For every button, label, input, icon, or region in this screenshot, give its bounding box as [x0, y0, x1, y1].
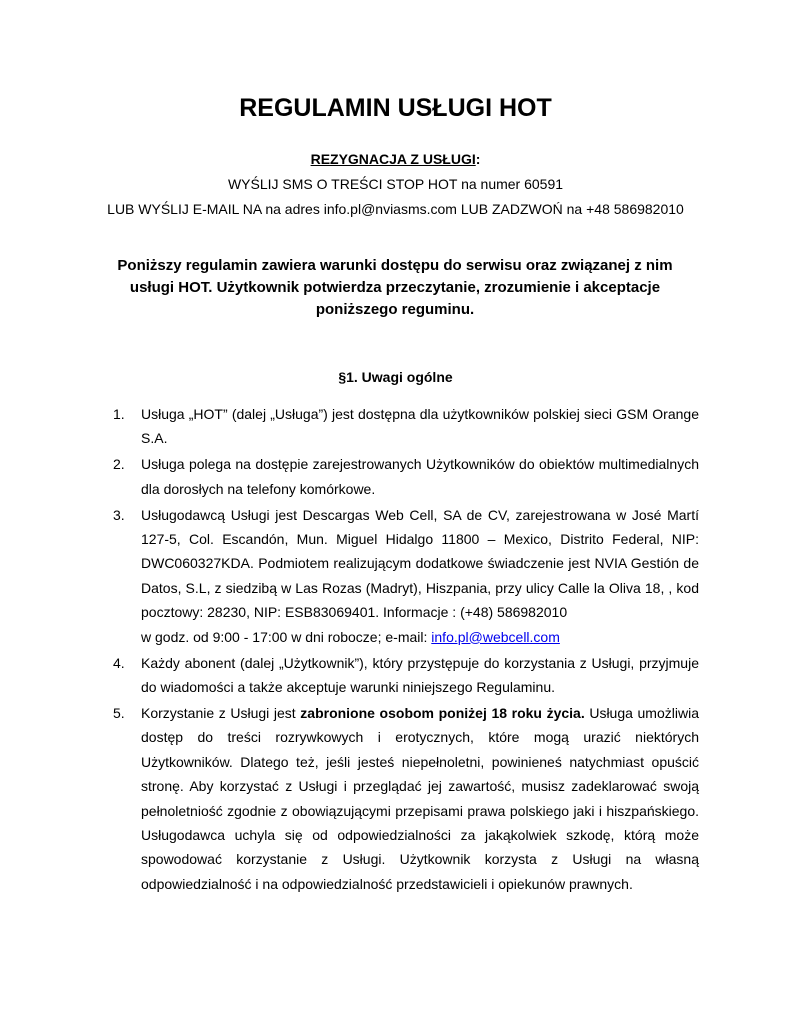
list-item-text: Każdy abonent (dalej „Użytkownik”), który przystępuje do korzystania z Usługi, przyjmuje do wiadomości a także akceptuje warunki niniejszego Regulaminu. — [141, 654, 699, 695]
list-item-number: 4. — [113, 654, 125, 671]
section-1-heading: §1. Uwagi ogólne — [338, 369, 453, 385]
list-item-text: Usługodawcą Usługi jest Descargas Web Cell, SA de CV, zarejestrowana w José Martí 127-5, Col. Escandón, Mun. Miguel Hidalgo 11800 – Mexico, Distrito Federal, NIP: DWC060327KDA. Podmiotem realizującym dodatkowe świadczenie jest NVIA Gestión de Datos, S.L, z siedzibą w Las Rozas (Madryt), Hiszpania, przy ulicy Calle la Oliva 18, , kod pocztowy: 28230, NIP: ESB83069401. Informacje : (+48) 586982010 — [141, 506, 699, 621]
resignation-email-line: LUB WYŚLIJ E-MAIL NA na adres info.pl@nviasms.com LUB ZADZWOŃ na +48 586982010 — [107, 201, 684, 217]
age-restriction-rest: Usługa umożliwia dostęp do treści rozrywkowych i erotycznych, które mogą urazić niektórych Użytkowników. Dlatego też, jeśli jesteś niepełnoletni, powinieneś natychmiast opuścić stronę. Aby korzystać z Usługi i przeglądać jej zawartość, musisz zadeklarować swoją pełnoletniość zgodnie z obowiązującymi przepisami prawa polskiego jaki i hiszpańskiego. Usługodawca uchyla się od odpowiedzialności za jakąkolwiek szkodę, którą może spowodować korzystanie z Usługi. Użytkownik korzysta z Usługi na własną odpowiedzialność i na odpowiedzialność przedstawicieli i opiekunów prawnych. — [141, 704, 699, 892]
list-item — [113, 452, 699, 501]
intro-paragraph: Poniższy regulamin zawiera warunki dostępu do serwisu oraz związanej z nim usługi HOT. Użytkownik potwierdza przeczytanie, zrozumienie i akceptacje poniższego reguminu. — [117, 257, 673, 318]
list-item — [113, 701, 699, 896]
list-item-number: 2. — [113, 456, 125, 473]
list-item-text: Usługa polega na dostępie zarejestrowanych Użytkowników do obiektów multimedialnych dla dorosłych na telefony komórkowe. — [141, 456, 699, 497]
list-item — [113, 503, 699, 649]
age-restriction-intro: Korzystanie z Usługi jest — [141, 704, 301, 721]
resignation-heading-text: REZYGNACJA Z USŁUGI — [310, 151, 476, 167]
resignation-heading-colon: : — [475, 151, 481, 167]
list-item-text — [141, 701, 699, 896]
list-item — [113, 651, 699, 700]
resignation-heading — [0, 150, 791, 168]
resignation-sms-line: WYŚLIJ SMS O TREŚCI STOP HOT na numer 60591 — [227, 176, 564, 192]
document-title: REGULAMIN USŁUGI HOT — [239, 94, 552, 122]
contact-hours-text: w godz. od 9:00 - 17:00 w dni robocze; e-mail: — [141, 628, 432, 645]
list-item-text: Usługa „HOT” (dalej „Usługa”) jest dostępna dla użytkowników polskiej sieci GSM Orange S.A. — [141, 406, 699, 447]
list-item — [113, 402, 699, 451]
contact-hours-line — [141, 625, 699, 649]
list-item-number: 5. — [113, 704, 125, 721]
contact-email-link[interactable]: info.pl@webcell.com — [431, 628, 560, 645]
list-item-number: 1. — [113, 406, 125, 422]
age-restriction-bold: zabronione osobom poniżej 18 roku życia. — [300, 704, 585, 721]
list-item-number: 3. — [113, 506, 125, 523]
section-1-list — [113, 402, 699, 898]
